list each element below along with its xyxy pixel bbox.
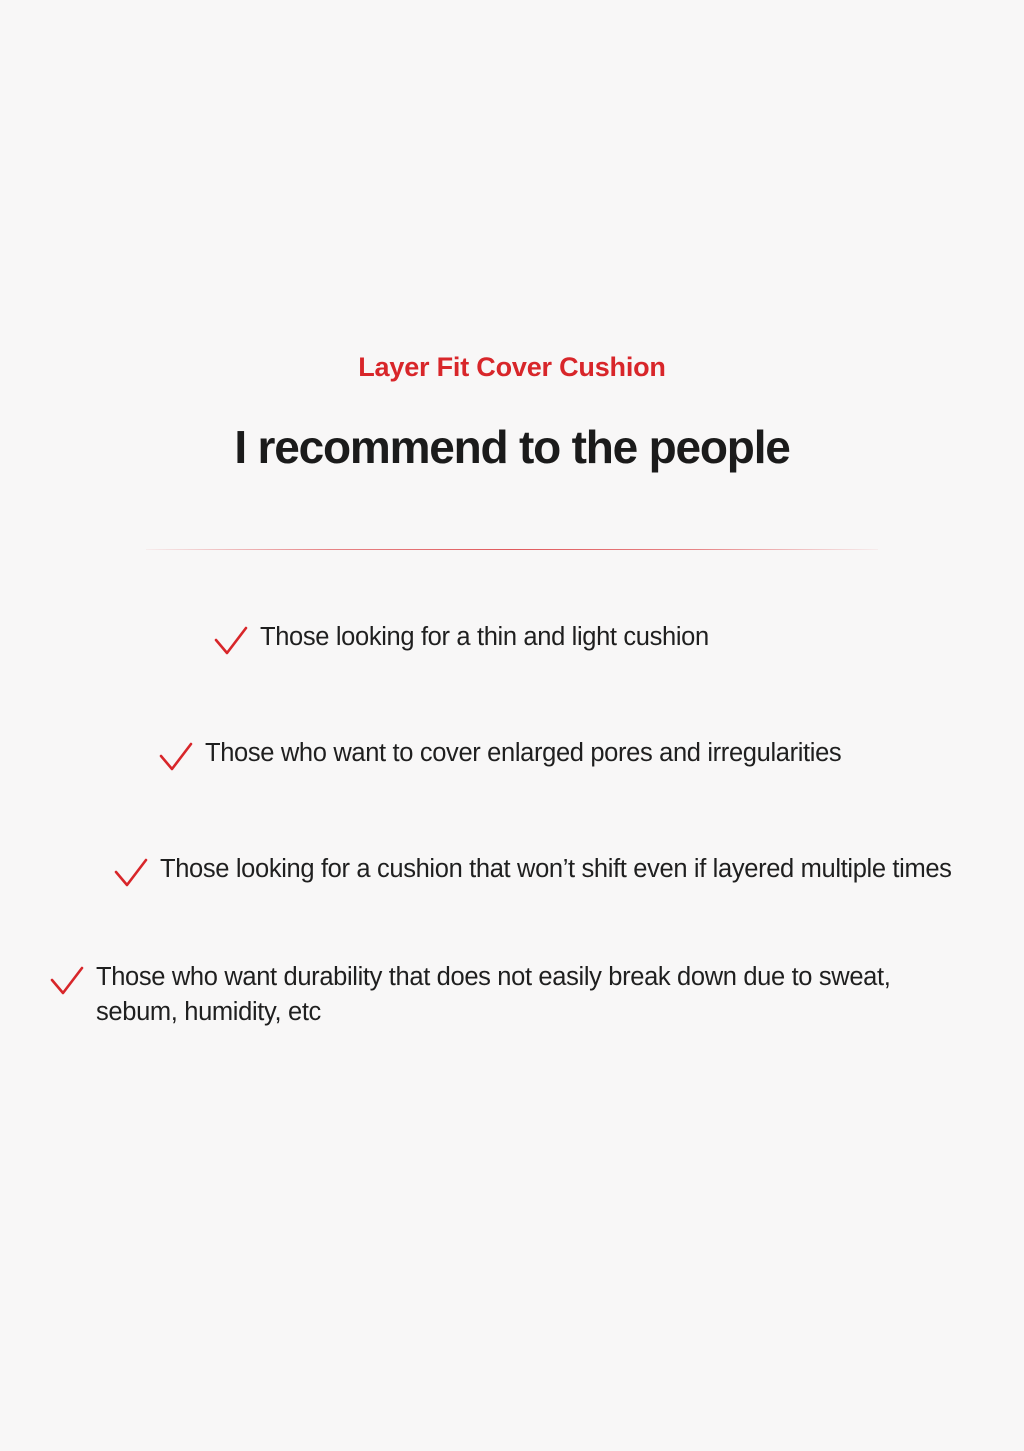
list-item	[0, 960, 1024, 1030]
list-item	[0, 620, 1024, 660]
list-item-label: Those who want to cover enlarged pores and irregularities	[205, 739, 842, 767]
list-item	[0, 736, 1024, 776]
list-item	[0, 852, 1024, 892]
check-icon	[48, 963, 86, 1003]
check-icon	[112, 855, 150, 895]
divider	[146, 549, 878, 550]
check-icon	[212, 623, 250, 663]
list-item-label: Those looking for a thin and light cushion	[260, 623, 709, 651]
list-item-label: Those who want durability that does not easily break down due to sweat, sebum, humidity, etc	[96, 963, 891, 1027]
recommendation-list	[0, 620, 1024, 1030]
product-name-label: Layer Fit Cover Cushion	[358, 352, 666, 382]
list-item-label: Those looking for a cushion that won’t shift even if layered multiple times	[160, 855, 952, 883]
page-title: I recommend to the people	[234, 421, 790, 473]
check-icon	[157, 739, 195, 779]
